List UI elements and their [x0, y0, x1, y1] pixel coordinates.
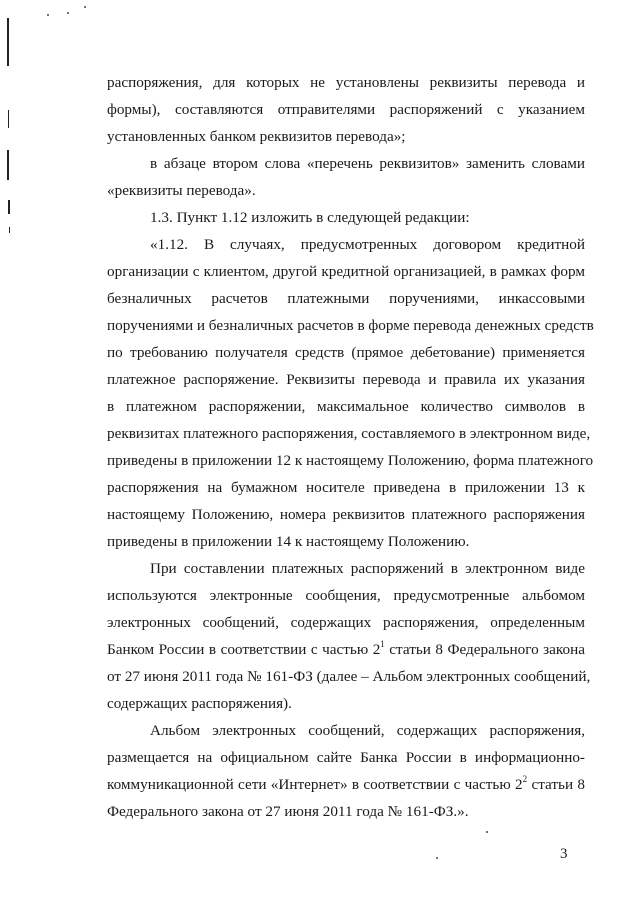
text-line: распоряжения на бумажном носителе приведена в приложении 13 к	[107, 479, 585, 496]
text-line: по требованию получателя средств (прямое дебетование) применяется	[107, 344, 585, 361]
text-line: электронных сообщений, содержащих распоряжения, определенным	[107, 614, 585, 631]
scan-dot	[436, 857, 438, 859]
text-line: При составлении платежных распоряжений в электронном виде	[150, 560, 585, 577]
text-line	[107, 775, 585, 795]
scan-margin-mark	[8, 200, 10, 214]
text-line: приведены в приложении 12 к настоящему Положению, форма платежного	[107, 452, 594, 469]
text-line: размещается на официальном сайте Банка России в информационно-	[107, 749, 585, 766]
text-line: Альбом электронных сообщений, содержащих распоряжения,	[150, 722, 585, 739]
text-segment: статьи 8	[527, 776, 585, 793]
text-line: распоряжения, для которых не установлены реквизиты перевода и	[107, 74, 585, 91]
scan-margin-mark	[9, 227, 10, 233]
scan-dot	[67, 12, 69, 14]
scan-dot	[84, 6, 86, 8]
scan-dot	[486, 831, 488, 833]
text-line: установленных банком реквизитов перевода»;	[107, 128, 406, 145]
text-line	[107, 640, 585, 660]
scan-margin-mark	[8, 110, 9, 128]
text-line: используются электронные сообщения, предусмотренные альбомом	[107, 587, 585, 604]
text-line: реквизитах платежного распоряжения, составляемого в электронном виде,	[107, 425, 591, 442]
scan-margin-mark	[7, 150, 9, 180]
text-line: «реквизиты перевода».	[107, 182, 256, 199]
page-number: 3	[560, 846, 568, 862]
scan-margin-mark	[7, 18, 9, 66]
text-line: от 27 июня 2011 года № 161-ФЗ (далее – Альбом электронных сообщений,	[107, 668, 591, 685]
text-line: содержащих распоряжения).	[107, 695, 292, 712]
text-line: платежное распоряжение. Реквизиты перевода и правила их указания	[107, 371, 585, 388]
text-line: настоящему Положению, номера реквизитов платежного распоряжения	[107, 506, 585, 523]
text-line: организации с клиентом, другой кредитной организацией, в рамках форм	[107, 263, 585, 280]
text-line: Федерального закона от 27 июня 2011 года № 161-ФЗ.».	[107, 803, 469, 820]
text-line: безналичных расчетов платежными поручениями, инкассовыми	[107, 290, 585, 307]
scan-dot	[47, 14, 49, 16]
text-line: поручениями и безналичных расчетов в форме перевода денежных средств	[107, 317, 594, 334]
text-line: в платежном распоряжении, максимальное количество символов в	[107, 398, 585, 415]
text-line: 1.3. Пункт 1.12 изложить в следующей редакции:	[150, 209, 470, 226]
text-line: формы), составляются отправителями распоряжений с указанием	[107, 101, 585, 118]
text-segment: коммуникационной сети «Интернет» в соответствии с частью 2	[107, 776, 523, 793]
superscript: 2	[522, 773, 528, 784]
text-line: в абзаце втором слова «перечень реквизитов» заменить словами	[150, 155, 585, 172]
text-segment: статьи 8 Федерального закона	[384, 641, 585, 658]
text-line: приведены в приложении 14 к настоящему Положению.	[107, 533, 470, 550]
text-segment: Банком России в соответствии с частью 2	[107, 641, 381, 658]
text-line: «1.12. В случаях, предусмотренных договором кредитной	[150, 236, 585, 253]
superscript: 1	[380, 638, 385, 649]
